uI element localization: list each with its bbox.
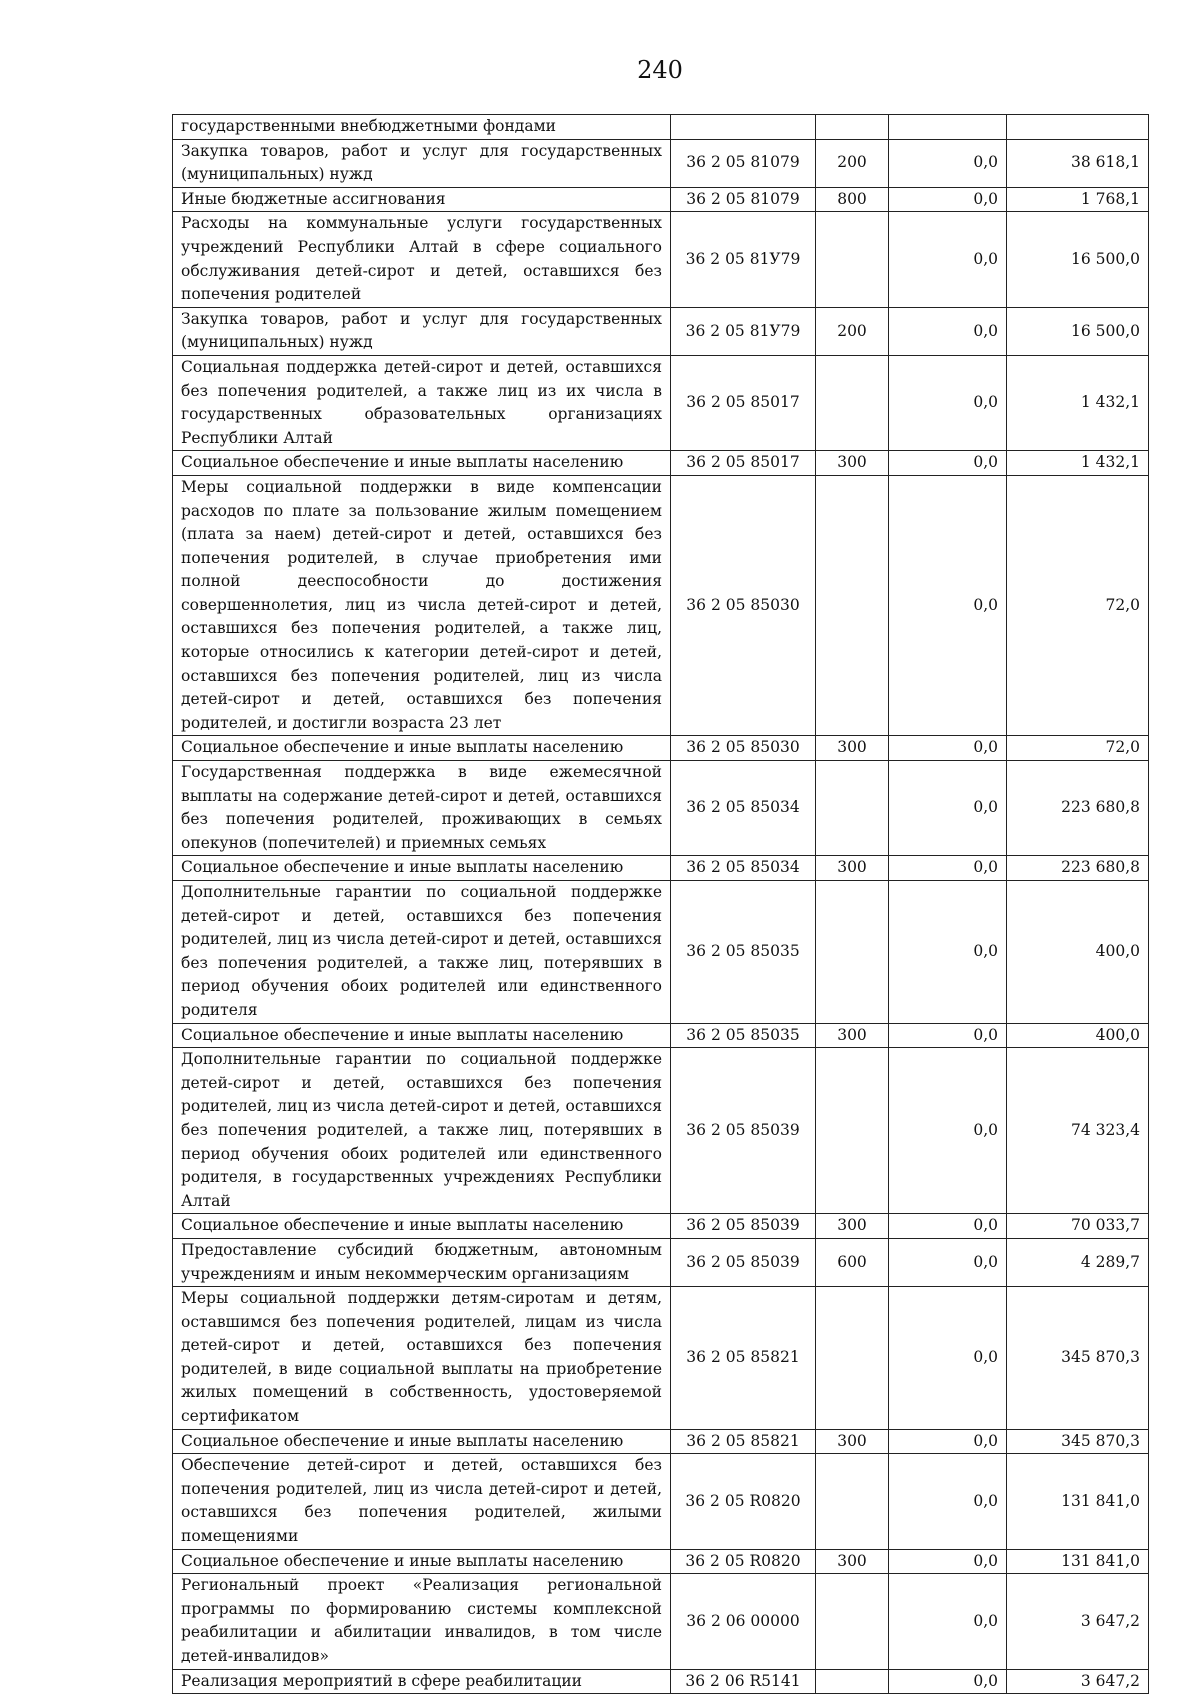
expense-name-cell: Государственная поддержка в виде ежемесячной выплаты на содержание детей-сирот и детей, оставшихся без попечения родителей, проживающих в семьях опекунов (попечителей) и приемных семьях	[173, 761, 671, 856]
expense-name-cell: Реализация мероприятий в сфере реабилитации	[173, 1669, 671, 1694]
expense-type-code-cell	[816, 1048, 889, 1214]
expense-type-code-cell: 200	[816, 139, 889, 187]
budget-table	[172, 114, 1149, 1694]
amount-cell-2: 400,0	[1007, 1023, 1149, 1048]
amount-cell-1: 0,0	[889, 1669, 1007, 1694]
expense-name-cell: Дополнительные гарантии по социальной поддержке детей-сирот и детей, оставшихся без попечения родителей, лиц из числа детей-сирот и детей, оставшихся без попечения родителей, а также лиц, потерявших в период обучения обоих родителей или единственного родителя	[173, 881, 671, 1024]
expense-name-cell: Расходы на коммунальные услуги государственных учреждений Республики Алтай в сфере социального обслуживания детей-сирот и детей, оставшихся без попечения родителей	[173, 212, 671, 307]
expense-name-cell: Социальное обеспечение и иные выплаты населению	[173, 1429, 671, 1454]
amount-cell-1: 0,0	[889, 187, 1007, 212]
expense-type-code-cell	[816, 1574, 889, 1669]
expense-name-cell: государственными внебюджетными фондами	[173, 115, 671, 140]
table-row	[173, 1048, 1149, 1214]
target-article-code-cell: 36 2 05 85034	[671, 856, 816, 881]
expense-type-code-cell	[816, 1287, 889, 1430]
amount-cell-2: 3 647,2	[1007, 1574, 1149, 1669]
table-row	[173, 1669, 1149, 1694]
expense-name-cell: Предоставление субсидий бюджетным, автономным учреждениям и иным некоммерческим организациям	[173, 1238, 671, 1286]
table-row	[173, 736, 1149, 761]
expense-name-cell: Социальное обеспечение и иные выплаты населению	[173, 1023, 671, 1048]
expense-type-code-cell	[816, 1669, 889, 1694]
table-row	[173, 761, 1149, 856]
amount-cell-1: 0,0	[889, 736, 1007, 761]
table-row	[173, 856, 1149, 881]
expense-name-cell: Закупка товаров, работ и услуг для государственных (муниципальных) нужд	[173, 307, 671, 355]
table-row	[173, 139, 1149, 187]
expense-type-code-cell: 300	[816, 1023, 889, 1048]
table-row	[173, 475, 1149, 736]
expense-name-cell: Меры социальной поддержки в виде компенсации расходов по плате за пользование жилым помещением (плата за наем) детей-сирот и детей, оставшихся без попечения родителей, в случае приобретения ими полной дееспособности до достижения совершеннолетия, лиц из числа детей-сирот и детей, оставшихся без попечения родителей, а также лиц, которые относились к категории детей-сирот и детей, оставшихся без попечения родителей, лиц из числа детей-сирот и детей, оставшихся без попечения родителей, и достигли возраста 23 лет	[173, 475, 671, 736]
amount-cell-2: 131 841,0	[1007, 1549, 1149, 1574]
table-row	[173, 187, 1149, 212]
expense-type-code-cell: 300	[816, 1214, 889, 1239]
expense-type-code-cell	[816, 355, 889, 450]
amount-cell-2: 131 841,0	[1007, 1454, 1149, 1549]
amount-cell-2: 1 432,1	[1007, 355, 1149, 450]
expense-name-cell: Меры социальной поддержки детям-сиротам и детям, оставшимся без попечения родителей, лицам из числа детей-сирот и детей, оставшихся без попечения родителей, в виде социальной выплаты на приобретение жилых помещений в собственность, удостоверяемой сертификатом	[173, 1287, 671, 1430]
amount-cell-2: 70 033,7	[1007, 1214, 1149, 1239]
page-number: 240	[637, 56, 683, 84]
amount-cell-1	[889, 115, 1007, 140]
target-article-code-cell: 36 2 05 85821	[671, 1287, 816, 1430]
amount-cell-2	[1007, 115, 1149, 140]
expense-name-cell: Иные бюджетные ассигнования	[173, 187, 671, 212]
table-row	[173, 1454, 1149, 1549]
amount-cell-1: 0,0	[889, 761, 1007, 856]
budget-table-body	[173, 115, 1149, 1694]
target-article-code-cell: 36 2 05 R0820	[671, 1454, 816, 1549]
amount-cell-1: 0,0	[889, 1214, 1007, 1239]
expense-name-cell: Закупка товаров, работ и услуг для государственных (муниципальных) нужд	[173, 139, 671, 187]
target-article-code-cell: 36 2 06 00000	[671, 1574, 816, 1669]
expense-name-cell: Социальное обеспечение и иные выплаты населению	[173, 451, 671, 476]
table-row	[173, 307, 1149, 355]
expense-type-code-cell: 200	[816, 307, 889, 355]
table-row	[173, 451, 1149, 476]
expense-type-code-cell: 300	[816, 1549, 889, 1574]
target-article-code-cell: 36 2 05 85030	[671, 736, 816, 761]
amount-cell-2: 72,0	[1007, 736, 1149, 761]
expense-name-cell: Социальная поддержка детей-сирот и детей, оставшихся без попечения родителей, а также лиц из их числа в государственных образовательных организациях Республики Алтай	[173, 355, 671, 450]
table-row	[173, 881, 1149, 1024]
expense-type-code-cell	[816, 1454, 889, 1549]
amount-cell-2: 38 618,1	[1007, 139, 1149, 187]
table-row	[173, 1287, 1149, 1430]
target-article-code-cell: 36 2 05 85035	[671, 1023, 816, 1048]
target-article-code-cell: 36 2 05 85039	[671, 1238, 816, 1286]
expense-name-cell: Дополнительные гарантии по социальной поддержке детей-сирот и детей, оставшихся без попечения родителей, лиц из числа детей-сирот и детей, оставшихся без попечения родителей, а также лиц, потерявших в период обучения обоих родителей или единственного родителя, в государственных учреждениях Республики Алтай	[173, 1048, 671, 1214]
table-row	[173, 1023, 1149, 1048]
amount-cell-1: 0,0	[889, 1429, 1007, 1454]
amount-cell-2: 4 289,7	[1007, 1238, 1149, 1286]
amount-cell-2: 74 323,4	[1007, 1048, 1149, 1214]
expense-name-cell: Обеспечение детей-сирот и детей, оставшихся без попечения родителей, лиц из числа детей-сирот и детей, оставшихся без попечения родителей, жилыми помещениями	[173, 1454, 671, 1549]
amount-cell-2: 400,0	[1007, 881, 1149, 1024]
amount-cell-1: 0,0	[889, 451, 1007, 476]
amount-cell-2: 223 680,8	[1007, 856, 1149, 881]
expense-type-code-cell: 300	[816, 736, 889, 761]
amount-cell-1: 0,0	[889, 881, 1007, 1024]
table-row	[173, 355, 1149, 450]
target-article-code-cell: 36 2 05 81079	[671, 187, 816, 212]
table-row	[173, 1238, 1149, 1286]
table-row	[173, 115, 1149, 140]
amount-cell-1: 0,0	[889, 475, 1007, 736]
target-article-code-cell: 36 2 05 85017	[671, 355, 816, 450]
expense-type-code-cell	[816, 881, 889, 1024]
amount-cell-2: 223 680,8	[1007, 761, 1149, 856]
amount-cell-2: 345 870,3	[1007, 1429, 1149, 1454]
amount-cell-1: 0,0	[889, 1238, 1007, 1286]
expense-type-code-cell: 800	[816, 187, 889, 212]
target-article-code-cell: 36 2 05 81079	[671, 139, 816, 187]
target-article-code-cell	[671, 115, 816, 140]
amount-cell-1: 0,0	[889, 856, 1007, 881]
amount-cell-1: 0,0	[889, 139, 1007, 187]
expense-type-code-cell: 300	[816, 1429, 889, 1454]
expense-name-cell: Социальное обеспечение и иные выплаты населению	[173, 1549, 671, 1574]
expense-type-code-cell: 300	[816, 856, 889, 881]
amount-cell-2: 16 500,0	[1007, 212, 1149, 307]
target-article-code-cell: 36 2 05 R0820	[671, 1549, 816, 1574]
amount-cell-1: 0,0	[889, 1454, 1007, 1549]
expense-name-cell: Социальное обеспечение и иные выплаты населению	[173, 736, 671, 761]
target-article-code-cell: 36 2 05 85821	[671, 1429, 816, 1454]
amount-cell-1: 0,0	[889, 1023, 1007, 1048]
table-row	[173, 212, 1149, 307]
amount-cell-1: 0,0	[889, 1048, 1007, 1214]
expense-name-cell: Социальное обеспечение и иные выплаты населению	[173, 1214, 671, 1239]
table-row	[173, 1214, 1149, 1239]
target-article-code-cell: 36 2 05 85039	[671, 1048, 816, 1214]
target-article-code-cell: 36 2 06 R5141	[671, 1669, 816, 1694]
amount-cell-2: 345 870,3	[1007, 1287, 1149, 1430]
amount-cell-1: 0,0	[889, 1549, 1007, 1574]
expense-type-code-cell: 300	[816, 451, 889, 476]
target-article-code-cell: 36 2 05 85030	[671, 475, 816, 736]
target-article-code-cell: 36 2 05 81У79	[671, 307, 816, 355]
table-row	[173, 1549, 1149, 1574]
table-row	[173, 1429, 1149, 1454]
expense-name-cell: Социальное обеспечение и иные выплаты населению	[173, 856, 671, 881]
expense-name-cell: Региональный проект «Реализация региональной программы по формированию системы комплексной реабилитации и абилитации инвалидов, в том числе детей-инвалидов»	[173, 1574, 671, 1669]
amount-cell-2: 72,0	[1007, 475, 1149, 736]
amount-cell-2: 1 432,1	[1007, 451, 1149, 476]
target-article-code-cell: 36 2 05 85035	[671, 881, 816, 1024]
expense-type-code-cell	[816, 761, 889, 856]
target-article-code-cell: 36 2 05 85034	[671, 761, 816, 856]
expense-type-code-cell	[816, 475, 889, 736]
amount-cell-1: 0,0	[889, 1574, 1007, 1669]
target-article-code-cell: 36 2 05 81У79	[671, 212, 816, 307]
table-row	[173, 1574, 1149, 1669]
amount-cell-1: 0,0	[889, 355, 1007, 450]
amount-cell-1: 0,0	[889, 1287, 1007, 1430]
target-article-code-cell: 36 2 05 85017	[671, 451, 816, 476]
amount-cell-2: 3 647,2	[1007, 1669, 1149, 1694]
expense-type-code-cell	[816, 115, 889, 140]
expense-type-code-cell: 600	[816, 1238, 889, 1286]
expense-type-code-cell	[816, 212, 889, 307]
amount-cell-2: 16 500,0	[1007, 307, 1149, 355]
amount-cell-2: 1 768,1	[1007, 187, 1149, 212]
amount-cell-1: 0,0	[889, 307, 1007, 355]
target-article-code-cell: 36 2 05 85039	[671, 1214, 816, 1239]
amount-cell-1: 0,0	[889, 212, 1007, 307]
